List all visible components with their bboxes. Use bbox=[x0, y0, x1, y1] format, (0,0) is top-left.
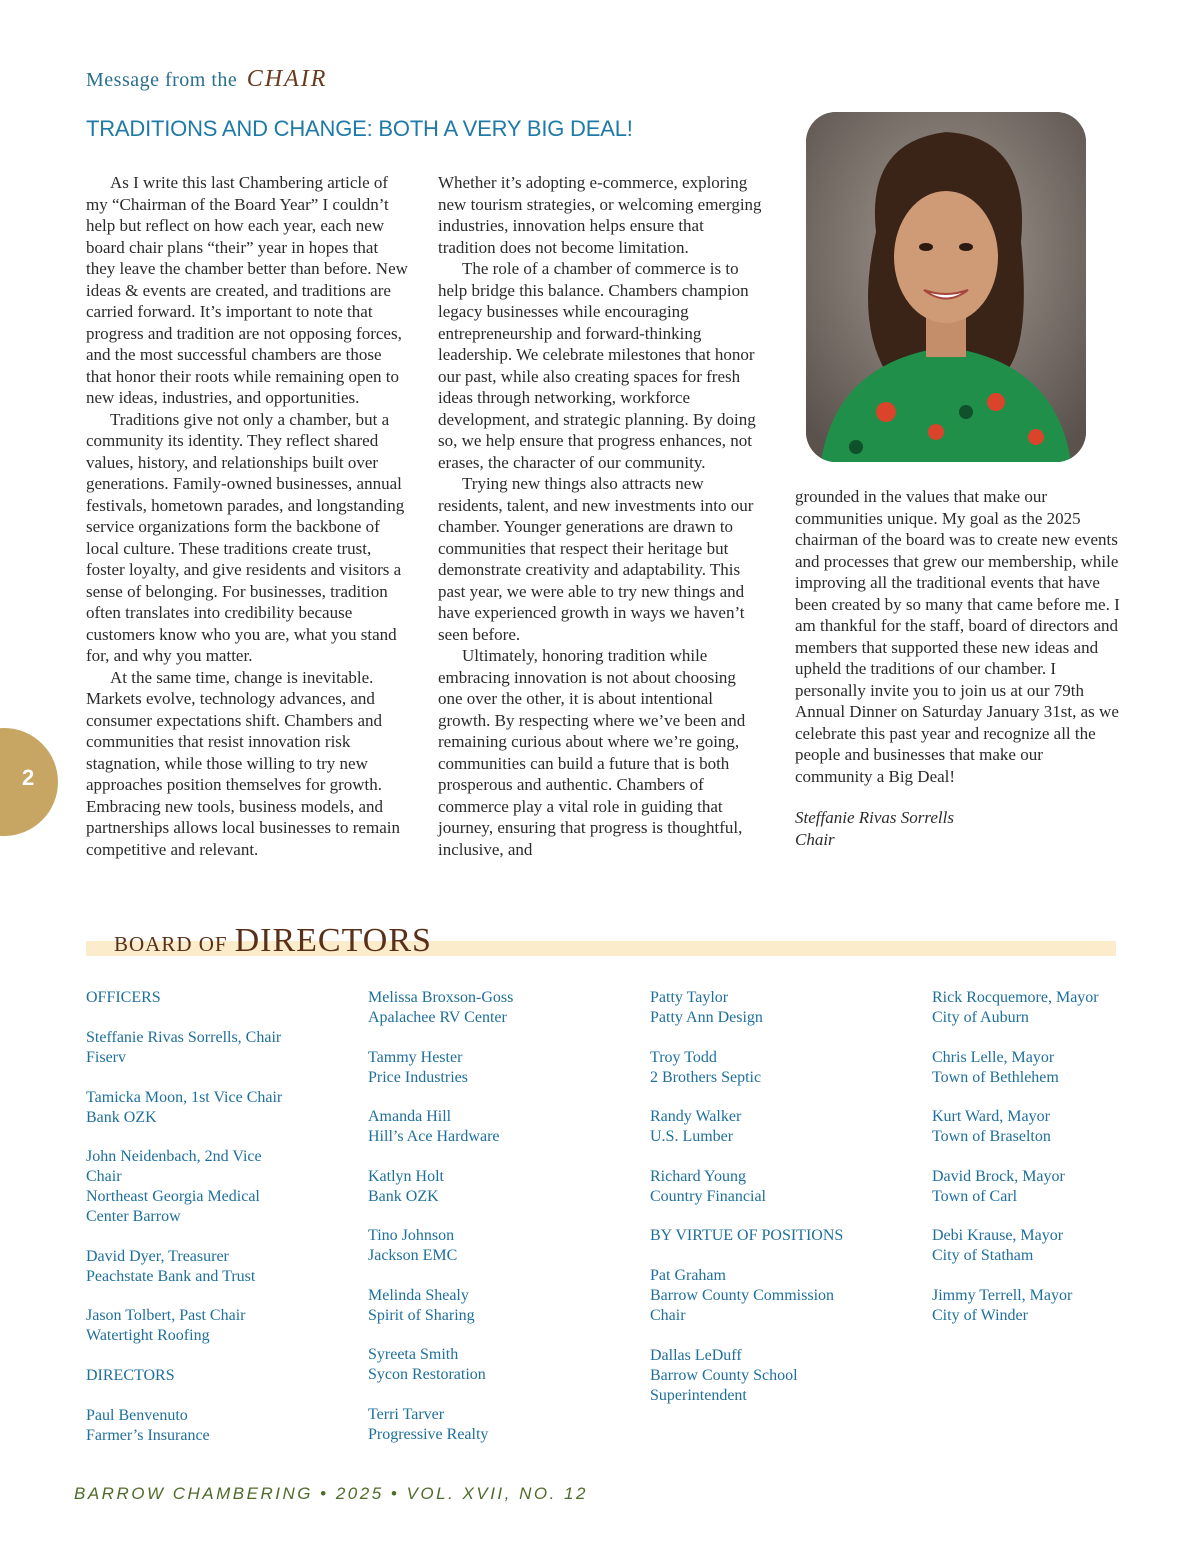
board-section-heading: DIRECTORS bbox=[86, 1366, 175, 1384]
board-member-affiliation: Peachstate Bank and Trust bbox=[86, 1267, 256, 1285]
board-member-name: Kurt Ward, Mayor bbox=[932, 1108, 1050, 1125]
board-member-entry bbox=[650, 1167, 900, 1207]
signature-block bbox=[795, 807, 1120, 850]
board-member-affiliation: Farmer’s Insurance bbox=[86, 1426, 210, 1444]
board-member-entry bbox=[368, 1345, 618, 1385]
board-member-name: Jason Tolbert, Past Chair bbox=[86, 1307, 246, 1324]
board-member-affiliation: City of Auburn bbox=[932, 1009, 1029, 1026]
board-column-4 bbox=[932, 988, 1182, 1345]
board-member-entry bbox=[86, 1028, 336, 1068]
signature-title: Chair bbox=[795, 829, 835, 849]
article-column-2 bbox=[438, 172, 762, 860]
board-member-affiliation: Chair bbox=[86, 1168, 122, 1185]
board-member-affiliation: Bank OZK bbox=[368, 1187, 439, 1205]
board-member-name: Steffanie Rivas Sorrells, Chair bbox=[86, 1029, 282, 1046]
paragraph: At the same time, change is inevitable. Markets evolve, technology advances, and consumer expectations shift. Chambers and communities that resist innovation risk stagnation, while those willing to try new approaches position themselves for growth. Embracing new tools, business models, and partnerships allows local businesses to remain competitive and relevant. bbox=[86, 667, 400, 859]
board-member-entry bbox=[650, 1346, 900, 1406]
board-member-affiliation: Town of Braselton bbox=[932, 1128, 1051, 1145]
board-member-entry bbox=[650, 1107, 900, 1147]
board-member-name: Jimmy Terrell, Mayor bbox=[932, 1286, 1073, 1304]
board-member-name: Chris Lelle, Mayor bbox=[932, 1048, 1055, 1066]
board-member-name: Melinda Shealy bbox=[368, 1286, 469, 1304]
board-member-entry bbox=[650, 988, 900, 1028]
board-column-1 bbox=[86, 988, 336, 1465]
board-section-heading: BY VIRTUE OF POSITIONS bbox=[650, 1227, 844, 1244]
board-member-entry bbox=[86, 1088, 336, 1128]
board-member-affiliation: Town of Carl bbox=[932, 1187, 1018, 1205]
paragraph: Whether it’s adopting e-commerce, exploring new tourism strategies, or welcoming emerging industries, innovation helps ensure that tradition does not become limitation. bbox=[438, 173, 762, 257]
board-member-entry bbox=[368, 1286, 618, 1326]
board-member-entry bbox=[650, 1048, 900, 1088]
board-member-entry bbox=[932, 1048, 1182, 1088]
paragraph: As I write this last Chambering article of my “Chairman of the Board Year” I couldn’t help but reflect on how each year, each new board chair plans “their” year in hopes that they leave the chamber better than before. New ideas & events are created, and traditions are carried forward. It’s important to note that progress and tradition are not opposing forces, and the most successful chambers are those that honor their roots while remaining open to new ideas, industries, and opportunities. bbox=[86, 173, 408, 407]
board-member-affiliation: Spirit of Sharing bbox=[368, 1306, 475, 1324]
board-column-2 bbox=[368, 988, 618, 1464]
board-member-affiliation: 2 Brothers Septic bbox=[650, 1068, 762, 1086]
board-member-entry bbox=[368, 1226, 618, 1266]
board-member-name: Troy Todd bbox=[650, 1048, 717, 1066]
board-member-entry bbox=[368, 1405, 618, 1445]
board-member-name: Pat Graham bbox=[650, 1267, 726, 1284]
board-member-affiliation: Bank OZK bbox=[86, 1108, 157, 1126]
paragraph: Trying new things also attracts new residents, talent, and new investments into our chamber. Younger generations are drawn to communities that respect their heritage but demonstrate creativity and adaptability. This past year, we were able to try new things and have experienced growth in ways we haven’t seen before. bbox=[438, 474, 754, 644]
board-member-entry bbox=[368, 1107, 618, 1147]
board-member-entry bbox=[932, 1226, 1182, 1266]
board-title-large: DIRECTORS bbox=[234, 922, 432, 959]
board-member-name: Tammy Hester bbox=[368, 1048, 463, 1066]
board-member-affiliation: Price Industries bbox=[368, 1068, 468, 1086]
board-member-name: Dallas LeDuff bbox=[650, 1346, 742, 1364]
board-member-affiliation: City of Winder bbox=[932, 1306, 1028, 1324]
signature-name: Steffanie Rivas Sorrells bbox=[795, 808, 954, 827]
board-member-entry bbox=[650, 1266, 900, 1326]
issue-footer: BARROW CHAMBERING • 2025 • VOL. XVII, NO. 12 bbox=[74, 1484, 588, 1503]
board-member-affiliation: Barrow County Commission bbox=[650, 1287, 835, 1304]
board-member-affiliation: Center Barrow bbox=[86, 1208, 181, 1225]
board-member-name: John Neidenbach, 2nd Vice bbox=[86, 1148, 262, 1165]
board-member-affiliation: Patty Ann Design bbox=[650, 1009, 763, 1026]
board-column-3 bbox=[650, 988, 900, 1425]
board-member-entry bbox=[932, 1286, 1182, 1326]
board-member-entry bbox=[932, 988, 1182, 1028]
page-number: 2 bbox=[22, 765, 35, 790]
board-member-entry bbox=[368, 988, 618, 1028]
kicker-prefix: Message from the bbox=[86, 69, 238, 91]
board-member-affiliation: City of Statham bbox=[932, 1247, 1034, 1264]
paragraph: Traditions give not only a chamber, but a community its identity. They reflect shared values, history, and relationships built over generations. Family-owned businesses, annual festivals, hometown parades, and longstanding service organizations form the backbone of local culture. These traditions create trust, foster loyalty, and give residents and visitors a sense of belonging. For businesses, tradition often translates into credibility because customers know who you are, what you stand for, and why you matter. bbox=[86, 409, 405, 665]
board-member-name: Melissa Broxson-Goss bbox=[368, 989, 514, 1006]
board-title bbox=[114, 922, 432, 960]
board-member-affiliation: Sycon Restoration bbox=[368, 1366, 486, 1383]
board-member-name: Patty Taylor bbox=[650, 989, 729, 1006]
board-member-name: Paul Benvenuto bbox=[86, 1406, 188, 1424]
board-member-entry bbox=[86, 1147, 336, 1227]
board-member-name: Terri Tarver bbox=[368, 1405, 445, 1423]
board-member-entry bbox=[368, 1048, 618, 1088]
board-member-affiliation: Watertight Roofing bbox=[86, 1327, 210, 1344]
board-member-entry bbox=[932, 1107, 1182, 1147]
board-member-entry bbox=[368, 1167, 618, 1207]
board-member-name: Tamicka Moon, 1st Vice Chair bbox=[86, 1088, 283, 1106]
board-section-heading: OFFICERS bbox=[86, 989, 161, 1006]
board-member-affiliation: Apalachee RV Center bbox=[368, 1009, 507, 1026]
board-member-affiliation: Chair bbox=[650, 1307, 686, 1324]
kicker-emphasis: CHAIR bbox=[246, 66, 328, 92]
article-column-3 bbox=[795, 486, 1120, 850]
board-member-name: Debi Krause, Mayor bbox=[932, 1227, 1064, 1244]
board-member-name: David Dyer, Treasurer bbox=[86, 1247, 229, 1265]
board-member-name: David Brock, Mayor bbox=[932, 1167, 1065, 1185]
paragraph: The role of a chamber of commerce is to help bridge this balance. Chambers champion legacy businesses while encouraging entrepreneurship and forward-thinking leadership. We celebrate milestones that honor our past, while also creating spaces for fresh ideas through networking, workforce development, and strategic planning. By doing so, we help ensure that progress enhances, not erases, the character of our community. bbox=[438, 259, 756, 472]
article-headline: TRADITIONS AND CHANGE: BOTH A VERY BIG DEAL! bbox=[86, 116, 633, 141]
paragraph: grounded in the values that make our communities unique. My goal as the 2025 chairman of the board was to create new events and processes that grew our membership, while improving all the traditional events that have been created by so many that came before me. I am thankful for the staff, board of directors and members that supported these new ideas and upheld the traditions of our chamber. I personally invite you to join us at our 79th Annual Dinner on Saturday January 31st, as we celebrate this past year and recognize all the people and businesses that make our community a Big Deal! bbox=[795, 487, 1120, 786]
chair-portrait-photo bbox=[806, 112, 1086, 462]
board-member-affiliation: Fiserv bbox=[86, 1049, 126, 1066]
paragraph: Ultimately, honoring tradition while embracing innovation is not about choosing one over the other, it is about intentional growth. By respecting where we’ve been and remaining curious about where we’re going, communities can build a future that is both prosperous and authentic. Chambers of commerce play a vital role in guiding that journey, ensuring that progress is thoughtful, inclusive, and bbox=[438, 646, 746, 859]
board-member-affiliation: Barrow County School bbox=[650, 1366, 798, 1384]
board-member-affiliation: Northeast Georgia Medical bbox=[86, 1188, 260, 1205]
board-member-affiliation: Town of Bethlehem bbox=[932, 1068, 1059, 1086]
board-member-name: Tino Johnson bbox=[368, 1227, 455, 1244]
board-member-name: Richard Young bbox=[650, 1167, 747, 1185]
board-title-small: BOARD OF bbox=[114, 932, 228, 956]
board-member-affiliation: Hill’s Ace Hardware bbox=[368, 1128, 500, 1145]
board-member-entry bbox=[86, 1306, 336, 1346]
board-member-affiliation: Progressive Realty bbox=[368, 1425, 489, 1443]
board-member-affiliation: Jackson EMC bbox=[368, 1247, 458, 1264]
board-member-name: Syreeta Smith bbox=[368, 1346, 459, 1363]
board-member-name: Katlyn Holt bbox=[368, 1167, 444, 1185]
board-member-affiliation: Superintendent bbox=[650, 1386, 747, 1404]
article-column-1 bbox=[86, 172, 408, 860]
section-kicker bbox=[86, 66, 327, 93]
board-member-name: Amanda Hill bbox=[368, 1108, 452, 1125]
board-member-entry bbox=[86, 1247, 336, 1287]
board-member-name: Rick Rocquemore, Mayor bbox=[932, 989, 1099, 1006]
board-member-entry bbox=[932, 1167, 1182, 1207]
board-member-name: Randy Walker bbox=[650, 1108, 742, 1125]
board-member-affiliation: U.S. Lumber bbox=[650, 1128, 734, 1145]
board-member-affiliation: Country Financial bbox=[650, 1187, 766, 1205]
board-member-entry bbox=[86, 1406, 336, 1446]
